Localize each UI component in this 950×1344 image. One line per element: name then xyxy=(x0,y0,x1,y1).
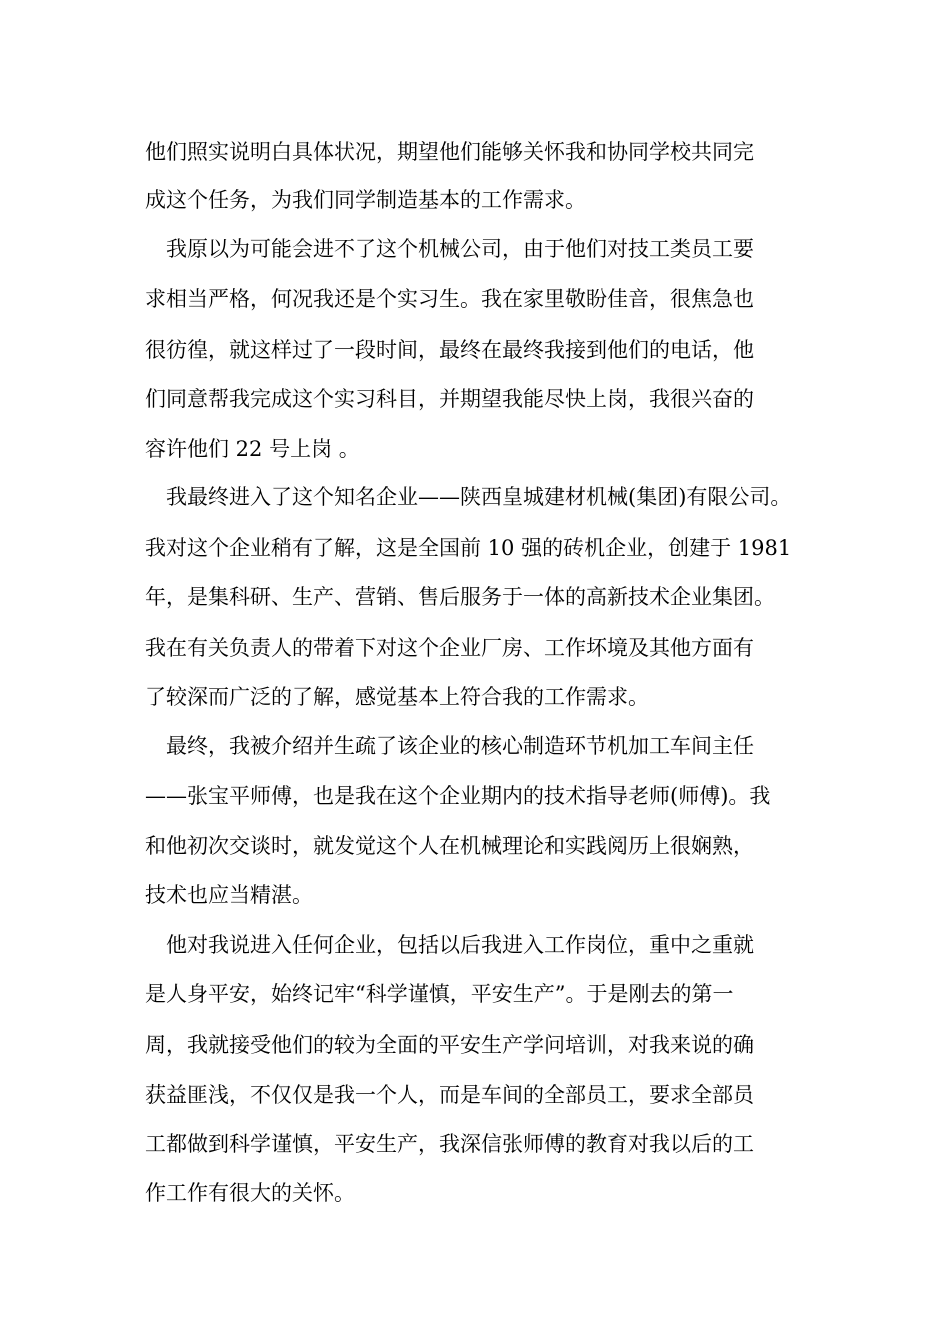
text-line: 作工作有很大的关怀。 xyxy=(145,1181,355,1205)
paragraph-first-line: 我原以为可能会进不了这个机械公司，由于他们对技工类员工要 xyxy=(166,237,754,261)
text-line: 容许他们 22 号上岗 。 xyxy=(145,437,360,461)
text-line: 成这个任务，为我们同学制造基本的工作需求。 xyxy=(145,188,586,212)
text-line: 获益匪浅，不仅仅是我一个人，而是车间的全部员工，要求全部员 xyxy=(145,1083,754,1107)
paragraph-first-line: 他对我说进入任何企业，包括以后我进入工作岗位，重中之重就 xyxy=(166,933,754,957)
paragraph-first-line: 最终，我被介绍并生疏了该企业的核心制造环节机加工车间主任 xyxy=(166,734,754,758)
text-line: 技术也应当精湛。 xyxy=(145,883,313,907)
text-line: 年，是集科研、生产、营销、售后服务于一体的高新技术企业集团。 xyxy=(145,585,775,609)
text-line: 和他初次交谈时，就发觉这个人在机械理论和实践阅历上很娴熟， xyxy=(145,834,754,858)
paragraph-first-line: 我最终进入了这个知名企业——陕西皇城建材机械(集团)有限公司。 xyxy=(166,485,792,509)
text-line: 我在有关负责人的带着下对这个企业厂房、工作坏境及其他方面有 xyxy=(145,636,754,660)
text-line: 了较深而广泛的了解，感觉基本上符合我的工作需求。 xyxy=(145,685,649,709)
text-line: 他们照实说明白具体状况，期望他们能够关怀我和协同学校共同完 xyxy=(145,140,754,164)
text-line: 周，我就接受他们的较为全面的平安生产学问培训，对我来说的确 xyxy=(145,1033,754,1057)
text-line: 很彷徨，就这样过了一段时间，最终在最终我接到他们的电话，他 xyxy=(145,338,754,362)
text-line: 工都做到科学谨慎，平安生产，我深信张师傅的教育对我以后的工 xyxy=(145,1132,754,1156)
text-line: 我对这个企业稍有了解，这是全国前 10 强的砖机企业，创建于 1981 xyxy=(145,536,792,560)
text-line: ——张宝平师傅，也是我在这个企业期内的技术指导老师(师傅)。我 xyxy=(145,784,771,808)
text-line: 求相当严格，何况我还是个实习生。我在家里敬盼佳音，很焦急也 xyxy=(145,287,754,311)
text-line: 们同意帮我完成这个实习科目，并期望我能尽快上岗，我很兴奋的 xyxy=(145,387,754,411)
text-line: 是人身平安，始终记牢“科学谨慎，平安生产”。于是刚去的第一 xyxy=(145,982,734,1006)
